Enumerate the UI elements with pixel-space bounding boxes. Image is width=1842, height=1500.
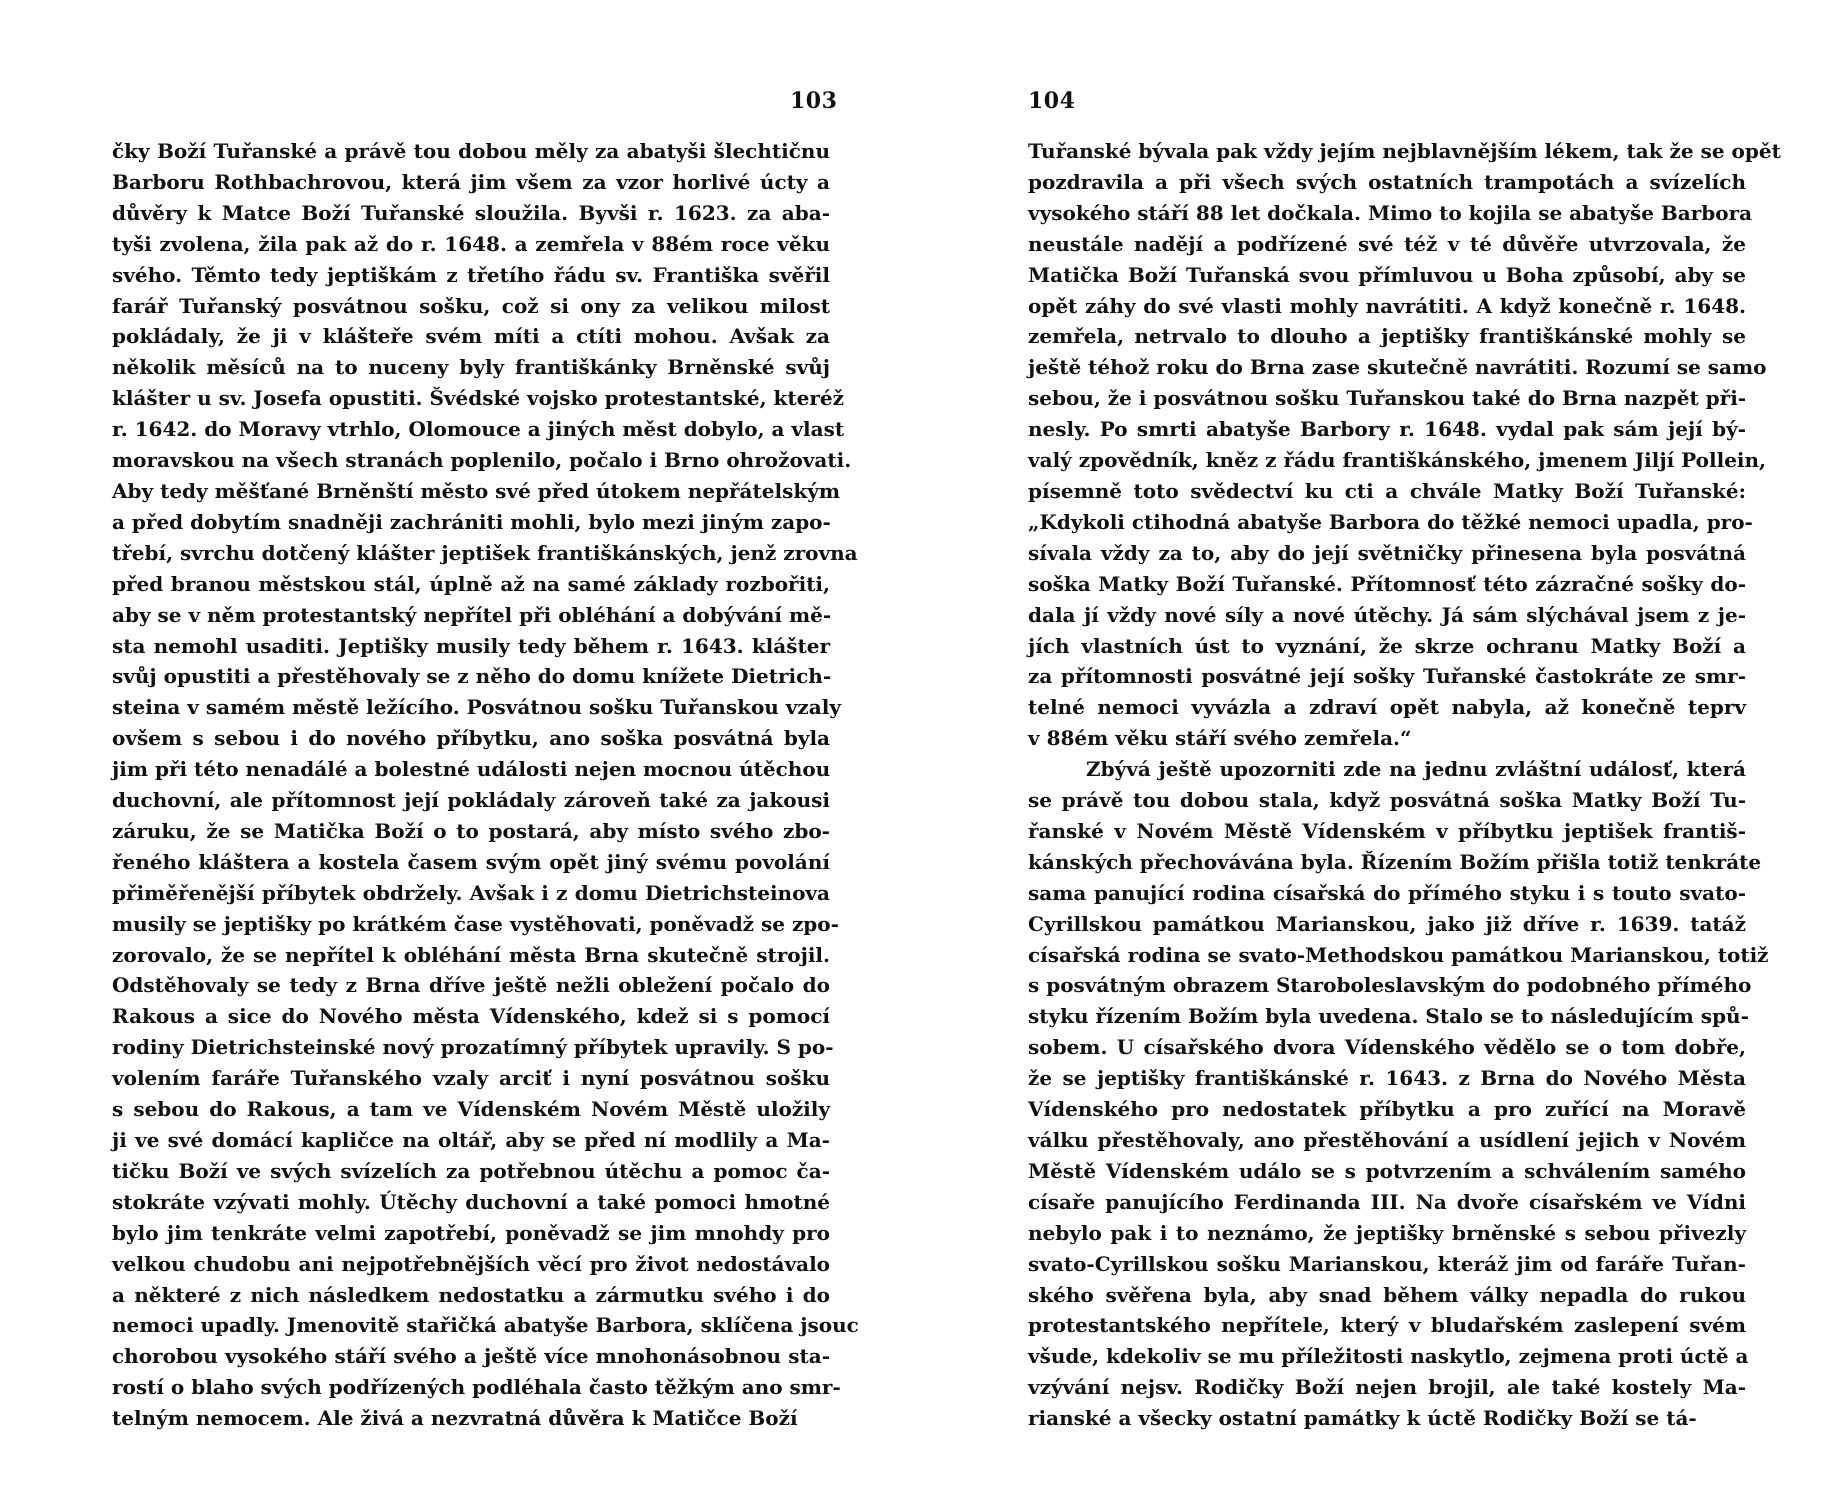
body-text — [1028, 136, 1781, 1434]
text-line: důvěry k Matce Boží Tuřanské sloužila. Byvši r. 1623. za aba- — [112, 200, 830, 225]
text-line: Odstěhovaly se tedy z Brna dříve ještě nežli obležení počalo do — [112, 973, 830, 998]
text-line: za přítomnosti posvátné její sošky Tuřanské častokráte ze smr- — [1028, 664, 1746, 689]
text-line: svého. Těmto tedy jeptiškám z třetího řádu sv. Františka svěřil — [112, 262, 830, 287]
text-line: r. 1642. do Moravy vtrhlo, Olomouce a jiných měst dobylo, a vlast — [112, 417, 845, 442]
text-line: Vídenského pro nedostatek příbytku a pro zuřící na Moravě — [1028, 1097, 1746, 1122]
text-line: čky Boží Tuřanské a právě tou dobou měly za abatyši šlechtičnu — [112, 139, 830, 163]
text-line: steina v samém městě ležícího. Posvátnou sošku Tuřanskou vzaly — [112, 695, 841, 720]
text-line: svůj opustiti a přestěhovaly se z něho do domu knížete Dietrich- — [112, 664, 832, 689]
text-line: svato-Cyrillskou sošku Marianskou, kteráž jim od faráře Tuřan- — [1028, 1251, 1746, 1276]
text-line: sebou, že i posvátnou sošku Tuřanskou také do Brna nazpět při- — [1028, 386, 1747, 411]
text-line: před branou městskou stál, úplně až na samé základy rozbořiti, — [112, 571, 830, 596]
text-line: ještě téhož roku do Brna zase skutečně navrátiti. Rozumí se samo — [1028, 355, 1767, 380]
text-line: dala jí vždy nové síly a nové útěchy. Já sám slýchával jsem z je- — [1028, 602, 1746, 627]
text-line: farář Tuřanský posvátnou sošku, což si ony za velikou milost — [112, 293, 830, 318]
text-line: zemřela, netrvalo to dlouho a jeptišky františkánské mohly se — [1028, 324, 1746, 349]
text-line: telné nemoci vyvázla a zdraví opět nabyla, až konečně teprv — [1028, 695, 1746, 720]
text-line: bylo jim tenkráte velmi zapotřebí, poněvadž se jim mnohdy pro — [112, 1220, 830, 1245]
text-line: Městě Vídenském událo se s potvrzením a schválením samého — [1028, 1158, 1746, 1183]
text-line: ji ve své domácí kapličce na oltář, aby se před ní modlily a Ma- — [112, 1128, 830, 1152]
text-line: zorovalo, že se nepřítel k obléhání města Brna skutečně strojil. — [112, 942, 830, 967]
page-number: 104 — [1028, 88, 1076, 114]
text-line: Rakous a sice do Nového města Vídenského, kdež si s pomocí — [112, 1004, 830, 1029]
text-line: Barboru Rothbachrovou, která jim všem za vzor horlivé úcty a — [112, 169, 830, 194]
text-line: opět záhy do své vlasti mohly navrátiti. A když konečně r. 1648. — [1028, 293, 1746, 318]
text-line: soška Matky Boží Tuřanské. Přítomnosť této zázračné sošky do- — [1028, 571, 1746, 596]
text-line: vzývání nejsv. Rodičky Boží nejen brojil, ale také kostely Ma- — [1028, 1375, 1746, 1400]
page-number: 103 — [790, 88, 838, 114]
text-line: řanské v Novém Městě Vídenském v příbytku jeptišek františ- — [1028, 818, 1746, 843]
text-line: sívala vždy za to, aby do její světničky přinesena byla posvátná — [1028, 540, 1746, 565]
text-line: tičku Boží ve svých svízelích za potřebnou útěchu a pomoc ča- — [112, 1158, 830, 1183]
text-line: nesly. Po smrti abatyše Barbory r. 1648. vydal pak sám její bý- — [1028, 417, 1746, 442]
text-line: Tuřanské bývala pak vždy jejím nejblavnějším lékem, tak že se opět — [1028, 139, 1781, 163]
text-line: pozdravila a při všech svých ostatních trampotách a svízelích — [1028, 169, 1746, 194]
text-line: protestantského nepřítele, který v bludařském zaslepení svém — [1028, 1313, 1746, 1338]
text-line: ského svěřena byla, aby snad během války nepadla do rukou — [1028, 1282, 1746, 1307]
text-line: vysokého stáří 88 let dočkala. Mimo to kojila se abatyše Barbora — [1028, 200, 1753, 225]
text-line: s sebou do Rakous, a tam ve Vídenském Novém Městě uložily — [112, 1097, 830, 1122]
text-line: jim při této nenadálé a bolestné události nejen mocnou útěchou — [112, 757, 831, 782]
text-line: Cyrillskou památkou Marianskou, jako již dříve r. 1639. tatáž — [1028, 911, 1746, 936]
text-line: chorobou vysokého stáří svého a ještě více mnohonásobnou sta- — [112, 1344, 830, 1369]
text-line: tyši zvolena, žila pak až do r. 1648. a zemřela v 88ém roce věku — [112, 231, 830, 256]
text-line: valý zpovědník, kněz z řádu františkánského, jmenem Jiljí Pollein, — [1028, 448, 1767, 473]
text-line: neustále nadějí a podřízené své též v té důvěře utvrzovala, že — [1028, 231, 1746, 256]
text-line: císařská rodina se svato-Methodskou památkou Marianskou, totiž — [1028, 942, 1769, 967]
left-page — [0, 0, 900, 1500]
text-line: v 88ém věku stáří svého zemřela.“ — [1028, 726, 1412, 751]
text-line: přiměřenější příbytek obdržely. Avšak i z domu Dietrichsteinova — [112, 880, 830, 905]
text-line: a některé z nich následkem nedostatku a zármutku svého i do — [112, 1282, 830, 1307]
text-line: válku přestěhovaly, ano přestěhování a usídlení jejich v Novém — [1028, 1128, 1746, 1152]
text-line: styku řízením Božím byla uvedena. Stalo se to následujícím spů- — [1028, 1004, 1749, 1029]
text-line: „Kdykoli ctihodná abatyše Barbora do těžké nemoci upadla, pro- — [1028, 509, 1753, 534]
text-line: císaře panujícího Ferdinanda III. Na dvoře císařském ve Vídni — [1028, 1189, 1746, 1214]
text-line: moravskou na všech stranách poplenilo, počalo i Brno ohrožovati. — [112, 448, 852, 473]
text-line: s posvátným obrazem Staroboleslavským do podobného přímého — [1028, 973, 1752, 998]
text-line: stokráte vzývati mohly. Útěchy duchovní a také pomoci hmotné — [112, 1189, 830, 1214]
text-line: Zbývá ještě upozorniti zde na jednu zvláštní událosť, která — [1086, 757, 1746, 782]
text-line: volením faráře Tuřanského vzaly arciť i nyní posvátnou sošku — [112, 1066, 830, 1091]
text-line: písemně toto svědectví ku cti a chvále Matky Boží Tuřanské: — [1028, 478, 1746, 503]
text-line: sama panující rodina císařská do přímého styku i s touto svato- — [1028, 880, 1746, 905]
text-line: pokládaly, že ji v klášteře svém míti a ctíti mohou. Avšak za — [112, 324, 830, 349]
text-line: duchovní, ale přítomnost její pokládaly zároveň také za jakousi — [112, 788, 830, 813]
text-line: sta nemohl usaditi. Jeptišky musily tedy během r. 1643. klášter — [112, 633, 830, 658]
text-line: telným nemocem. Ale živá a nezvratná důvěra k Matičce Boží — [112, 1406, 798, 1431]
text-line: kánských přechovávána byla. Řízením Božím přišla totiž tenkráte — [1028, 849, 1762, 874]
text-line: nebylo pak i to neznámo, že jeptišky brněnské s sebou přivezly — [1028, 1220, 1746, 1245]
text-line: Matička Boží Tuřanská svou přímluvou u Boha způsobí, aby se — [1028, 262, 1746, 287]
text-line: všude, kdekoliv se mu příležitosti naskytlo, zejmena proti úctě a — [1028, 1344, 1749, 1369]
text-line: že se jeptišky františkánské r. 1643. z Brna do Nového Města — [1028, 1066, 1746, 1091]
text-line: sobem. U císařského dvora Vídenského vědělo se o tom dobře, — [1028, 1035, 1746, 1060]
text-line: ovšem s sebou i do nového příbytku, ano soška posvátná byla — [112, 726, 830, 751]
text-line: a před dobytím snadněji zachrániti mohli, bylo mezi jiným zapo- — [112, 509, 831, 534]
text-line: třebí, svrchu dotčený klášter jeptišek františkánských, jenž zrovna — [112, 540, 858, 565]
text-line: záruku, že se Matička Boží o to postará, aby místo svého zbo- — [112, 818, 830, 843]
text-line: řeného kláštera a kostela časem svým opět jiný svému povolání — [112, 849, 830, 874]
body-text — [112, 136, 859, 1434]
text-line: rodiny Dietrichsteinské nový prozatímný příbytek upravily. S po- — [112, 1035, 834, 1060]
text-line: klášter u sv. Josefa opustiti. Švédské vojsko protestantské, kteréž — [112, 386, 844, 411]
text-line: Aby tedy měšťané Brněnští město své před útokem nepřátelským — [112, 478, 840, 503]
text-line: jích vlastních úst to vyznání, že skrze ochranu Matky Boží a — [1028, 633, 1746, 658]
text-line: velkou chudobu ani nejpotřebnějších věcí pro život nedostávalo — [112, 1251, 830, 1276]
right-page — [980, 0, 1842, 1500]
text-line: musily se jeptišky po krátkém čase vystěhovati, poněvadž se zpo- — [112, 911, 839, 936]
text-line: rostí o blaho svých podřízených podléhala často těžkým ano smr- — [112, 1375, 841, 1400]
text-line: nemoci upadly. Jmenovitě stařičká abatyše Barbora, sklíčena jsouc — [112, 1313, 859, 1338]
text-line: několik měsíců na to nuceny byly františkánky Brněnské svůj — [112, 355, 830, 380]
text-line: rianské a všecky ostatní památky k úctě Rodičky Boží se tá- — [1028, 1406, 1697, 1431]
text-line: se právě tou dobou stala, když posvátná soška Matky Boží Tu- — [1028, 788, 1746, 813]
text-line: aby se v něm protestantský nepřítel při obléhání a dobývání mě- — [112, 602, 832, 627]
